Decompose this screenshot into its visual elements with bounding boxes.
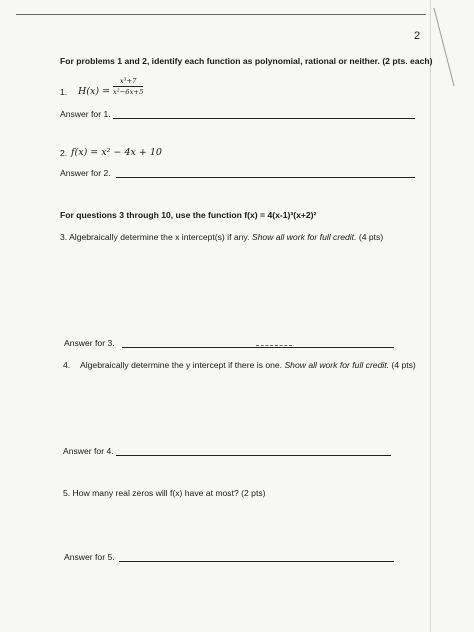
problem-1-number: 1.: [60, 87, 68, 97]
answer-2-line[interactable]: [116, 177, 415, 178]
question-3-prompt: 3. Algebraically determine the x intercept(s) if any.: [60, 232, 252, 242]
question-3-points: (4 pts): [356, 232, 384, 242]
top-border-line: [16, 14, 426, 15]
answer-4-line[interactable]: [116, 455, 391, 456]
problem-1-fraction: [113, 77, 143, 96]
answer-1-line[interactable]: [113, 118, 415, 119]
folded-corner-mark: [432, 6, 462, 96]
answer-3-label: Answer for 3.: [64, 338, 115, 348]
question-4-prompt: Algebraically determine the y intercept if there is one.: [80, 360, 285, 370]
question-5-text: 5. How many real zeros will f(x) have at most? (2 pts): [63, 488, 266, 498]
question-4-emphasis: Show all work for full credit.: [284, 360, 390, 370]
problem-1-numerator: x³+7: [113, 77, 143, 87]
answer-2-label: Answer for 2.: [60, 168, 111, 178]
pen-mark: [256, 345, 292, 346]
instructions-problems-1-2: For problems 1 and 2, identify each function as polynomial, rational or neither. (2 pts. each): [60, 56, 433, 66]
problem-2-function: f(x) = x² − 4x + 10: [71, 147, 162, 158]
question-4-number: 4.: [63, 360, 71, 370]
page-number: 2: [414, 30, 421, 42]
question-3-emphasis: Show all work for full credit.: [251, 232, 357, 242]
question-4-points: (4 pts): [389, 360, 416, 370]
answer-1-label: Answer for 1.: [60, 109, 111, 119]
answer-5-line[interactable]: [119, 561, 394, 562]
problem-1-function-name: H(x) =: [78, 86, 111, 97]
instructions-questions-3-10: For questions 3 through 10, use the function f(x) = 4(x-1)³(x+2)²: [60, 210, 317, 220]
question-3-text: [60, 232, 383, 242]
problem-1-denominator: x²−6x+5: [113, 88, 144, 96]
page-edge-shadow: [430, 0, 431, 632]
answer-3-line[interactable]: [122, 347, 394, 348]
question-4-text: [80, 360, 416, 370]
answer-4-label: Answer for 4.: [63, 446, 114, 456]
answer-5-label: Answer for 5.: [64, 552, 115, 562]
problem-2-number: 2.: [60, 148, 68, 158]
